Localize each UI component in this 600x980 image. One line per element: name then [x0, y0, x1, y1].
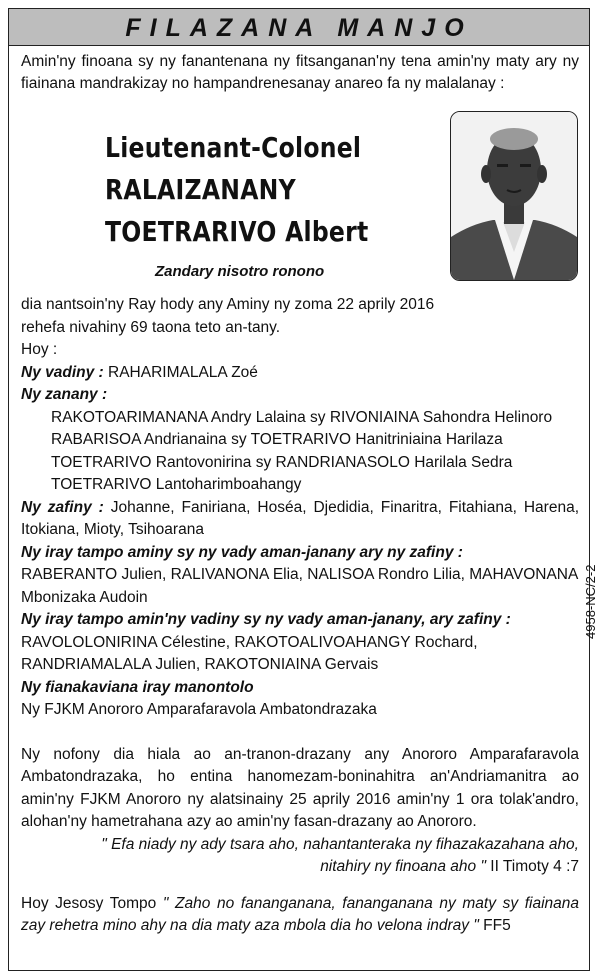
- death-line-2: rehefa nivahiny 69 taona teto an-tany.: [21, 318, 281, 336]
- funeral-text: Ny nofony dia hiala ao an-tranon-drazany any Anororo Amparafaravola Ambatondrazaka, ho entina hanomezam-boninahitra an'Andriamanitra ao amin'ny FJKM Anororo ny alatsinainy 25 aprily 2016 amin'ny 1 ora tolak'andro, alohan'ny hametrahana azy ao amin'ny fasan-drazany ao Anororo.: [21, 745, 579, 830]
- bible-quote-text: nitahiry ny finoana aho ": [320, 858, 486, 875]
- hoy-label: Hoy :: [21, 341, 58, 358]
- name-line-given: TOETRARIVO Albert: [105, 215, 369, 248]
- spouse-siblings-value: RAVOLOLONIRINA Célestine, RAKOTOALIVOAHANGY Rochard, RANDRIAMALALA Julien, RAKOTONIAINA Gervais: [21, 633, 478, 673]
- notice-body: [21, 294, 579, 938]
- grandchildren-value: Johanne, Faniriana, Hoséa, Djedidia, Finaritra, Fitahiana, Harena, Itokiana, Mioty, Tsihoarana: [21, 498, 580, 538]
- notice-header: FILAZANA MANJO: [9, 9, 589, 46]
- child-line: TOETRARIVO Lantoharimboahangy: [51, 476, 302, 493]
- spouse-siblings-label: Ny iray tampo amin'ny vadiny sy ny vady aman-janany, ary zafiny :: [21, 611, 511, 628]
- child-line: RABARISOA Andrianaina sy TOETRARIVO Hanitriniaina Harilaza: [51, 431, 503, 448]
- name-line-rank: Lieutenant-Colonel: [105, 131, 362, 164]
- intro-text: Amin'ny finoana sy ny fanantenana ny fitsanganan'ny tena amin'ny maty ary ny fiainana mandrakizay no hampandrenesanay anareo fa ny malalanay :: [21, 53, 579, 92]
- spouse-label: Ny vadiny :: [21, 363, 104, 381]
- bible-quote-line1: " Efa niady ny ady tsara aho, nahantanteraka ny fihazakazahana aho,: [101, 835, 579, 853]
- grandchildren-entry: [21, 497, 579, 542]
- spouse-entry: [21, 362, 579, 385]
- bible-quote-ref: II Timoty 4 :7: [485, 858, 579, 875]
- siblings-label: Ny iray tampo aminy sy ny vady aman-janany ary ny zafiny :: [21, 543, 463, 561]
- grandchildren-label: Ny zafiny :: [21, 498, 104, 516]
- deceased-name: [105, 127, 391, 253]
- bible-quote-line2: [21, 856, 579, 879]
- deceased-subtitle: Zandary nisotro ronono: [155, 263, 325, 280]
- portrait-image: [451, 112, 577, 280]
- family-label: Ny fianakaviana iray manontolo: [21, 678, 254, 696]
- closing-quote-prefix: Hoy Jesosy Tompo: [21, 894, 163, 912]
- death-line-1: dia nantsoin'ny Ray hody any Aminy ny zoma 22 aprily 2016: [21, 296, 435, 313]
- name-line-surname: RALAIZANANY: [105, 173, 296, 206]
- church-value: Ny FJKM Anororo Amparafaravola Ambatondrazaka: [21, 701, 377, 718]
- closing-quote-text: " Zaho no fananganana, fananganana ny maty sy fiainana zay rehetra mino ahy na dia maty aza mbola dia ho velona indray ": [21, 894, 579, 934]
- child-line: TOETRARIVO Rantovonirina sy RANDRIANASOLO Harilala Sedra: [51, 453, 513, 471]
- portrait-photo: [450, 111, 578, 281]
- siblings-value: RABERANTO Julien, RALIVANONA Elia, NALISOA Rondro Lilia, MAHAVONANA Mbonizaka Audoin: [21, 566, 578, 606]
- spouse-value: RAHARIMALALA Zoé: [103, 363, 258, 381]
- closing-quote: [21, 893, 579, 938]
- obituary-notice: [8, 8, 598, 971]
- child-line: RAKOTOARIMANANA Andry Lalaina sy RIVONIAINA Sahondra Helinoro: [51, 408, 553, 426]
- closing-quote-ref: FF5: [478, 917, 511, 934]
- reference-code: 4958-NC/2-2: [583, 564, 598, 639]
- children-label: Ny zanany :: [21, 386, 108, 403]
